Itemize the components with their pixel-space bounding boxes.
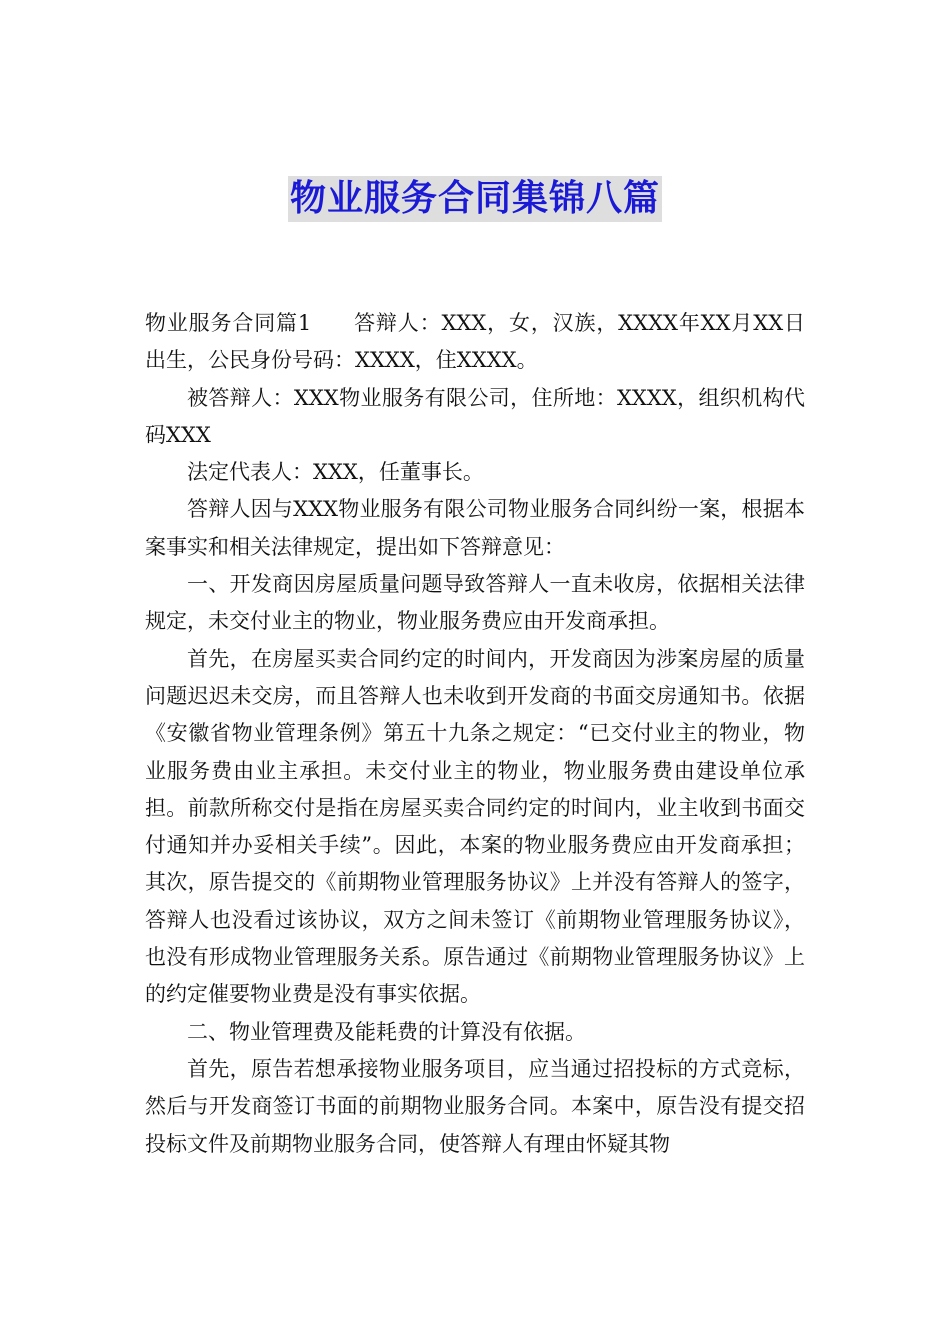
paragraph	[145, 305, 805, 380]
paragraph: 被答辩人：XXX物业服务有限公司，住所地：XXXX，组织机构代码XXX	[145, 385, 805, 447]
paragraph: 一、开发商因房屋质量问题导致答辩人一直未收房，依据相关法律规定，未交付业主的物业，物业服务费应由开发商承担。	[145, 572, 805, 634]
paragraph-text: 答辩人：XXX，女，汉族，XXXX年XX月XX日出生，公民身份号码：XXXX，住XXXX。	[145, 311, 805, 373]
paragraph: 首先，原告若想承接物业服务项目，应当通过招投标的方式竞标，然后与开发商签订书面的前期物业服务合同。本案中，原告没有提交招投标文件及前期物业服务合同，使答辩人有理由怀疑其物	[145, 1056, 805, 1156]
section-label: 物业服务合同篇1	[145, 311, 312, 335]
document-title: 物业服务合同集锦八篇	[288, 176, 662, 222]
paragraph: 二、物业管理费及能耗费的计算没有依据。	[187, 1019, 586, 1044]
paragraph: 首先，在房屋买卖合同约定的时间内，开发商因为涉案房屋的质量问题迟迟未交房，而且答辩人也未收到开发商的书面交房通知书。依据《安徽省物业管理条例》第五十九条之规定：“已交付业主的物业，物业服务费由业主承担。未交付业主的物业，物业服务费由建设单位承担。前款所称交付是指在房屋买卖合同约定的时间内，业主收到书面交付通知并办妥相关手续”。因此，本案的物业服务费应由开发商承担；其次，原告提交的《前期物业管理服务协议》上并没有答辩人的签字，答辩人也没看过该协议，双方之间未签订《前期物业管理服务协议》，也没有形成物业管理服务关系。原告通过《前期物业管理服务协议》上的约定催要物业费是没有事实依据。	[145, 646, 805, 1007]
paragraph: 法定代表人：XXX，任董事长。	[187, 460, 484, 485]
title-container	[0, 176, 950, 222]
paragraph: 答辩人因与XXX物业服务有限公司物业服务合同纠纷一案，根据本案事实和相关法律规定，提出如下答辩意见：	[145, 497, 805, 559]
document-body	[145, 305, 805, 1163]
